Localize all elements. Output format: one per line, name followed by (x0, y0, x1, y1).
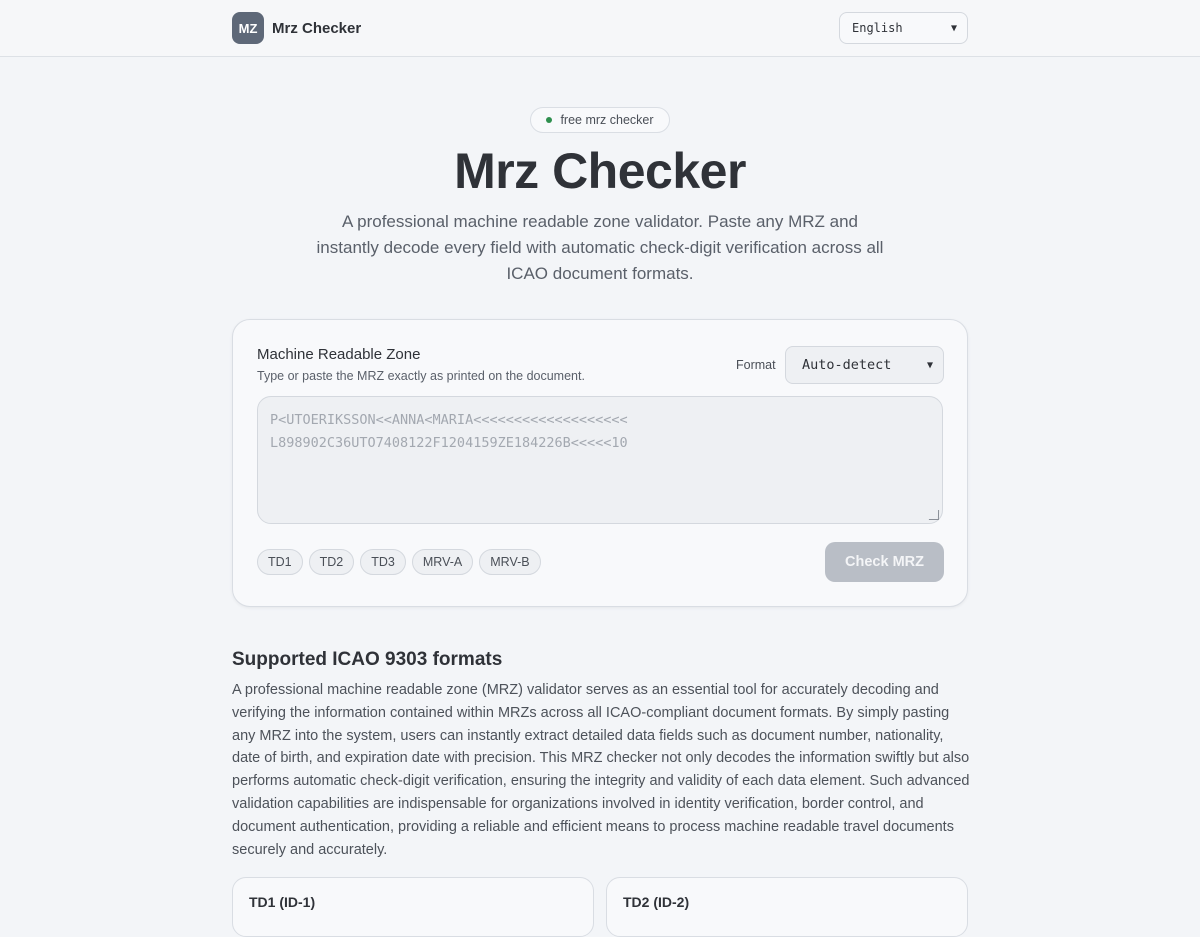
mrz-input-help: Type or paste the MRZ exactly as printed on the document. (257, 369, 585, 383)
language-value: English (852, 21, 903, 35)
resize-handle-icon[interactable] (929, 510, 939, 520)
format-card-td1 (232, 877, 594, 937)
language-select[interactable] (839, 12, 968, 44)
top-header (0, 0, 1200, 57)
check-mrz-button[interactable]: Check MRZ (825, 542, 944, 582)
chevron-down-icon: ▼ (926, 359, 933, 371)
format-card-title: TD1 (ID-1) (249, 894, 316, 910)
hero-subtitle: A professional machine readable zone validator. Paste any MRZ and instantly decode every field with automatic check-digit verification across all ICAO document formats. (316, 212, 884, 283)
format-card-td2 (606, 877, 968, 937)
chevron-down-icon: ▼ (950, 22, 957, 34)
format-card-title: TD2 (ID-2) (623, 894, 690, 910)
brand[interactable] (232, 12, 361, 44)
mrz-checker-card (232, 319, 968, 607)
format-value: Auto-detect (802, 357, 892, 373)
hero-badge-label: free mrz checker (560, 113, 654, 127)
format-select[interactable] (785, 346, 944, 384)
section-body: A professional machine readable zone (MRZ) validator serves as an essential tool for accurately decoding and verifying the information contained within MRZs across all ICAO-compliant document formats. By simply pasting any MRZ into the system, users can instantly extract detailed data fields such as document number, nationality, date of birth, and expiration date with precision. This MRZ checker not only decodes the information swiftly but also performs automatic check-digit verification, ensuring the integrity and validity of each data element. Such advanced validation capabilities are indispensable for organizations involved in identity verification, border control, and document authentication, providing a reliable and efficient means to process machine readable travel documents securely and accurately. (232, 682, 970, 858)
brand-name: Mrz Checker (272, 19, 362, 37)
page-title: Mrz Checker (454, 143, 746, 199)
status-dot-icon (546, 117, 552, 123)
sample-chip-mrv-b[interactable]: MRV-B (479, 549, 540, 575)
mrz-input-label: Machine Readable Zone (257, 346, 421, 363)
mrz-textarea[interactable] (257, 396, 943, 524)
sample-chip-td1[interactable]: TD1 (257, 549, 303, 575)
sample-chip-mrv-a[interactable]: MRV-A (412, 549, 473, 575)
section-title: Supported ICAO 9303 formats (232, 649, 503, 670)
sample-chip-td3[interactable]: TD3 (360, 549, 406, 575)
format-label: Format (736, 358, 776, 372)
hero-badge (530, 107, 670, 133)
logo-badge: MZ (232, 12, 264, 44)
sample-format-chips (257, 549, 541, 575)
sample-chip-td2[interactable]: TD2 (309, 549, 355, 575)
